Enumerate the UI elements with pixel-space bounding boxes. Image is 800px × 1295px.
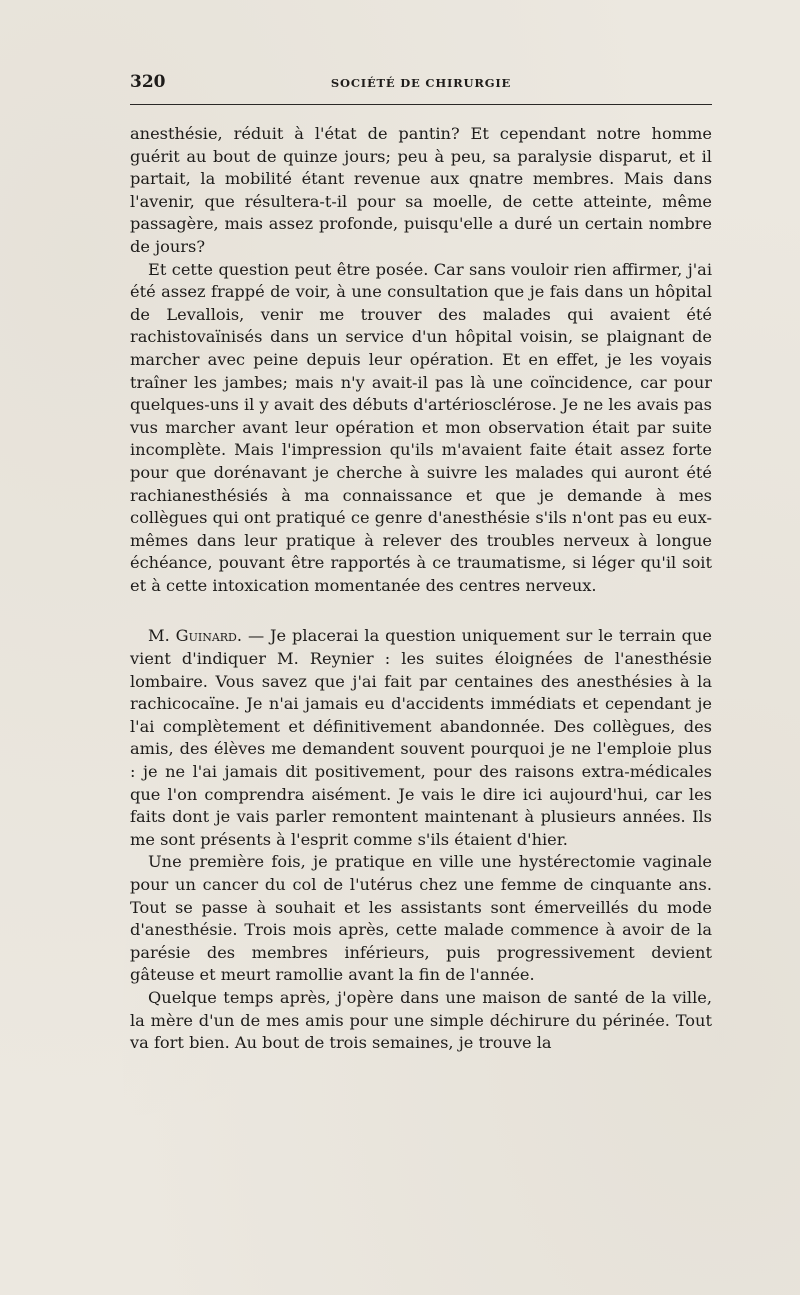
speaker-name: M. Guinard. bbox=[148, 626, 243, 646]
page-number: 320 bbox=[130, 72, 166, 92]
paragraph-guinard bbox=[130, 625, 712, 851]
book-page bbox=[130, 68, 712, 1055]
page-header bbox=[130, 68, 712, 98]
paragraph-question: Et cette question peut être posée. Car sans vouloir rien affirmer, j'ai été assez frappé de voir, à une consultation que je fais dans un hôpital de Levallois, venir me trouver des malades qui avaient été rachistovaïnisés dans un service d'un hôpital voisin, se plaignant de marcher avec peine depuis leur opération. Et en effet, je les voyais traîner les jambes; mais n'y avait-il pas là une coïncidence, car pour quelques-uns il y avait des débuts d'artériosclérose. Je ne les avais pas vus marcher avant leur opération et mon observation était par suite incomplète. Mais l'impression qu'ils m'avaient faite était assez forte pour que dorénavant je cherche à suivre les malades qui auront été rachianesthésiés à ma connaissance et que je demande à mes collègues qui ont pratiqué ce genre d'anesthésie s'ils n'ont pas eu eux-mêmes dans leur pratique à relever des troubles nerveux à longue échéance, pouvant être rapportés à ce traumatisme, si léger qu'il soit et à cette intoxication momentanée des centres nerveux. bbox=[130, 259, 712, 595]
paragraph-first-case: Une première fois, je pratique en ville une hystérectomie vaginale pour un cancer du col de l'utérus chez une femme de cinquante ans. Tout se passe à souhait et les assistants sont émerveillés du mode d'anesthésie. Trois mois après, cette malade commence à avoir de la parésie des membres inférieurs, puis progressivement devient gâteuse et meurt ramollie avant la fin de l'année. bbox=[130, 852, 712, 985]
paragraph-second-case: Quelque temps après, j'opère dans une maison de santé de la ville, la mère d'un de mes amis pour une simple déchirure du périnée. Tout va fort bien. Au bout de trois semaines, je trouve la bbox=[130, 987, 712, 1053]
body-text bbox=[130, 123, 712, 1055]
header-rule bbox=[130, 104, 712, 105]
running-title: SOCIÉTÉ DE CHIRURGIE bbox=[330, 76, 512, 90]
speaker-statement: — Je placerai la question uniquement sur le terrain que vient d'indiquer M. Reynier : les suites éloignées de l'anesthésie lombaire. Vous savez que j'ai fait par centaines des anesthésies à la rachicocaïne. Je n'ai jamais eu d'accidents immédiats et cependant je l'ai complètement et définitivement abandonnée. Des collègues, des amis, des élèves me demandent souvent pourquoi je ne l'emploie plus : je ne l'ai jamais dit positivement, pour des raisons extra-médicales que l'on comprendra aisément. Je vais le dire ici aujourd'hui, car les faits dont je vais parler remontent maintenant à plusieurs années. Ils me sont présents à l'esprit comme s'ils étaient d'hier. bbox=[130, 626, 712, 849]
paragraph-continuation: anesthésie, réduit à l'état de pantin? Et cependant notre homme guérit au bout de quinze jours; peu à peu, sa paralysie disparut, et il partait, la mobilité étant revenue aux qnatre membres. Mais dans l'avenir, que résultera-t-il pour sa moelle, de cette atteinte, même passagère, mais assez profonde, puisqu'elle a duré un certain nombre de jours? bbox=[130, 124, 712, 256]
